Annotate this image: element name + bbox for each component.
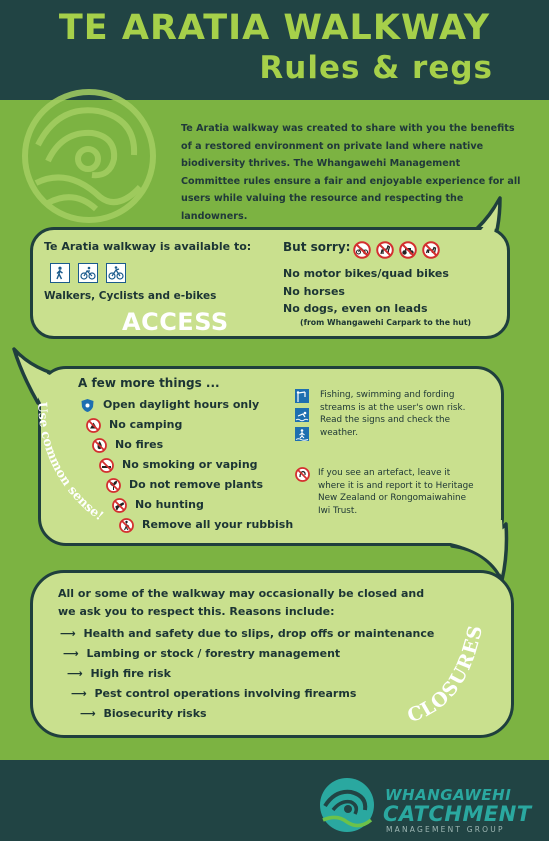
closure-reason: ⟶ Pest control operations involving firearms xyxy=(71,687,357,700)
no-artefact-removal-icon xyxy=(295,467,310,482)
logo-text-line3: MANAGEMENT GROUP xyxy=(386,825,505,834)
arrow-icon: ⟶ xyxy=(63,647,79,660)
closures-intro: All or some of the walkway may occasionally be closed and we ask you to respect this. Reasons include: xyxy=(58,587,425,618)
access-heading: Te Aratia walkway is available to: xyxy=(44,240,252,253)
rule-item: No camping xyxy=(109,418,183,431)
artefact-text: If you see an artefact, leave it where it is and report it to Heritage New Zealand or Rongomaiwahine Iwi Trust. xyxy=(318,468,474,516)
no-fires-icon xyxy=(92,438,107,453)
no-hunting-icon xyxy=(112,498,127,513)
swimming-icon xyxy=(295,408,309,422)
sorry-heading: But sorry: xyxy=(283,240,351,254)
arrow-icon: ⟶ xyxy=(80,707,96,720)
closure-reason: ⟶ Health and safety due to slips, drop offs or maintenance xyxy=(60,627,435,640)
sun-shield-icon xyxy=(80,398,95,413)
sorry-item: No dogs, even on leads xyxy=(283,302,428,315)
logo-text-line2: CATCHMENT xyxy=(383,802,532,826)
arrow-icon: ⟶ xyxy=(71,687,87,700)
speech-tail-access-fill xyxy=(440,194,520,254)
rule-item: Do not remove plants xyxy=(129,478,264,491)
closures-label xyxy=(390,580,520,730)
no-smoking-icon xyxy=(99,458,114,473)
svg-text:CLOSURES: CLOSURES xyxy=(404,622,488,728)
page-title: TE ARATIA WALKWAY xyxy=(58,8,491,48)
rule-item: No hunting xyxy=(135,498,204,511)
walker-icon xyxy=(50,263,70,283)
sorry-note: (from Whangawehi Carpark to the hut) xyxy=(300,318,472,327)
no-camping-icon xyxy=(86,418,101,433)
rule-item: Open daylight hours only xyxy=(103,398,260,411)
no-motorbike-icon xyxy=(353,241,371,259)
no-horse-icon xyxy=(376,241,394,259)
logo-text-line1: WHANGAWEHI xyxy=(385,786,512,804)
rule-item: No smoking or vaping xyxy=(122,458,258,471)
rule-item: Remove all your rubbish xyxy=(142,518,294,531)
rule-item: No fires xyxy=(115,438,164,451)
activities-risk-text: Fishing, swimming and fording streams is at the user's own risk. Read the signs and check the weather. xyxy=(320,390,466,438)
arrow-icon: ⟶ xyxy=(67,667,83,680)
fishing-icon xyxy=(295,389,309,403)
closure-reason: ⟶ High fire risk xyxy=(67,667,171,680)
svg-text:Use common sense!: Use common sense! xyxy=(34,401,107,524)
no-littering-icon xyxy=(119,518,134,533)
intro-paragraph: Te Aratia walkway was created to share with you the benefits of a restored environment on private land where native biodiversity thrives. The Whangawehi Management Committee rules ensure a fair and enjoyable experience for all users while valuing the resource and respecting the landowners. xyxy=(181,123,521,222)
no-quad-bike-icon xyxy=(399,241,417,259)
no-plant-removal-icon xyxy=(106,478,121,493)
access-users: Walkers, Cyclists and e-bikes xyxy=(44,290,217,302)
closure-reason: ⟶ Lambing or stock / forestry management xyxy=(63,647,341,660)
closure-reason: ⟶ Biosecurity risks xyxy=(80,707,207,720)
e-bike-icon xyxy=(106,263,126,283)
catchment-logo-icon xyxy=(315,776,379,834)
sorry-item: No horses xyxy=(283,285,345,298)
no-dog-icon xyxy=(422,241,440,259)
arrow-icon: ⟶ xyxy=(60,627,76,640)
page-subtitle: Rules & regs xyxy=(259,50,493,86)
access-label: ACCESS xyxy=(122,308,229,336)
koru-decoration-icon xyxy=(18,85,160,227)
sorry-item: No motor bikes/quad bikes xyxy=(283,267,449,280)
cyclist-icon xyxy=(78,263,98,283)
fording-icon xyxy=(295,427,309,441)
more-things-heading: A few more things ... xyxy=(78,376,220,390)
